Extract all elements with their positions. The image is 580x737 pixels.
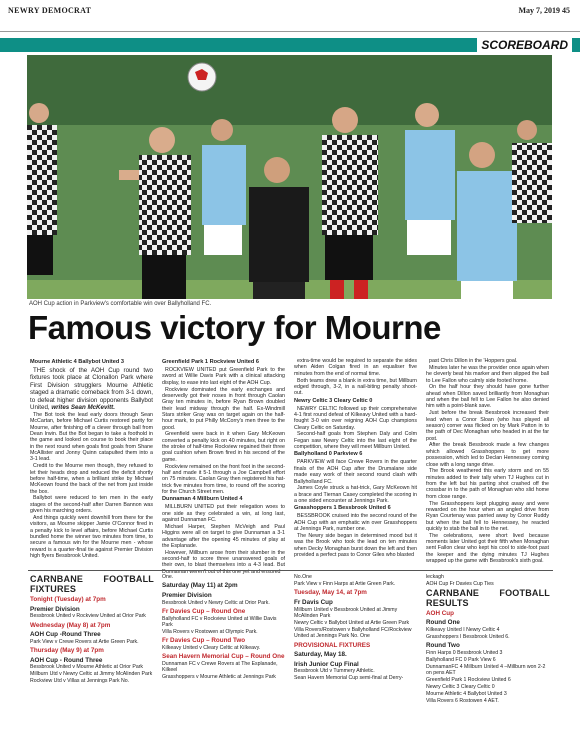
paragraph: Ballybot were reduced to ten men in the early stages of the second-half after Darren Bannon was given his marching orders. xyxy=(30,495,153,515)
fixture-item: Bessbrook Utd v Tummery Athletic. xyxy=(294,668,375,675)
divider xyxy=(28,570,553,571)
football-match-illustration xyxy=(27,55,552,299)
competition-name: Fr Davis Cup xyxy=(294,598,333,606)
paragraph: BESSBROOK cruised into the second round of the AOH Cup with an emphatic win over Grasshoppers at Jennings Park, number one. xyxy=(294,513,417,533)
competition-name: Fr Davies Cup – Round Two xyxy=(162,637,246,645)
photo-caption: AOH Cup action in Parkview's comfortable win over Ballyholland FC. xyxy=(29,301,212,307)
result-item: Villa Rovers 6 Rostowen 4 AET. xyxy=(426,697,499,704)
result-item: Finn Harps 0 Bessbrook United 3 xyxy=(426,649,503,656)
fixture-item: Rockview Utd v Villas at Jennings Park No. xyxy=(30,678,130,685)
fixture-item: leckagh xyxy=(426,574,444,580)
fixture-item: Bessbrook United v Mourne Athletic at Orior Park xyxy=(30,664,144,671)
competition-name: Fr Davies Cup – Round One xyxy=(162,608,246,615)
fixture-item: Newry Celtic v Ballybot United at Artie Green Park xyxy=(294,619,410,626)
match-heading: Ballyholland 0 Parkview 6 xyxy=(294,451,363,458)
article-body xyxy=(30,358,550,575)
paragraph: MILLBURN UNITED put their relegation woes to one side as they celebrated a win, at long last, against Dunnaman FC. xyxy=(162,504,285,524)
fixture-item: Villa Rovers/Rostowen v Ballyholland FC/Rockview United at Jennings Park No. One xyxy=(294,626,412,640)
section-label: SCOREBOARD xyxy=(477,38,572,52)
result-item: Greenfield Park 1 Rockview United 6 xyxy=(426,677,511,684)
paragraph: Rockview remained on the front foot in the second-half and made it 5-1 through a Joe Campbell effort on 75 minutes. Caolan Gray then registered his hat-trick five minutes from time, to round off the scoring for the Church Street men. xyxy=(162,463,285,496)
paragraph: past Chris Dillon in the 'Hoppers goal. xyxy=(429,358,518,364)
byline: writes Sean McKevitt. xyxy=(51,404,115,412)
newspaper-name: NEWRY DEMOCRAT xyxy=(8,6,92,15)
paragraph: Michael Harper, Stephen McVeigh and Paul Higgins were all on target to give Dunnaman a 3-1 advantage after the opening 45 minutes of play at the Esplanade. xyxy=(162,523,285,549)
result-item: DunnamanFC 4 Millburn United 4 –Millburn won 2-2 on pens AET xyxy=(426,663,546,677)
fixtures-column-2 xyxy=(162,574,286,734)
article-column-3 xyxy=(294,358,417,566)
paragraph: On the half hour they should have gone further ahead when Dillon saved brilliantly from Monaghan and when the ball fell to Lee Fallon he also denied him with a point-blank save. xyxy=(426,384,549,410)
lede-text: THE shock of the AOH Cup round two fixtures took place at Clonallon Park where First Division strugglers Mourne Athletic staged a dramatic comeback from 3-1 down, to defeat higher division opponents Ballybot United, xyxy=(30,367,153,412)
fixture-item: Bessbrook United v Newry Celtic at Orior Park. xyxy=(162,599,270,606)
date-page-number: May 7, 2019 45 xyxy=(518,6,570,15)
paragraph: NEWRY CELTIC followed up their comprehensive 4-1 first round defeat of Kilkeavy United with a hard-fought 3-0 win over reigning AOH Cup champions Cleary Celtic on Saturday. xyxy=(294,405,417,431)
result-item: Grasshoppers I Bessbrook United 6. xyxy=(426,633,510,640)
match-heading: Dunnaman 4 Millburn United 4 xyxy=(162,496,243,503)
fixtures-column-1 xyxy=(30,574,154,734)
paragraph: The Grasshoppers kept plugging away and were rewarded on the hour when an angled drive from Ryan Courtenay was parried away by Conor Ruddy but when the ball fell to Hennessey, he reacted quickly to stab the ball in to the net. xyxy=(426,500,549,532)
competition-name: Irish Junior Cup Final xyxy=(294,660,359,668)
paragraph: The Brook weathered this early storm and on 55 minutes added to their tally when TJ Hughes cut in from the left but his parting shot crashed off the crossbar in to the path of Monaghan who slid home from close range. xyxy=(426,468,549,500)
article-column-4 xyxy=(426,358,549,566)
paragraph: ROCKVIEW UNITED put Greenfield Park to the sword at Willie Davis Park with a clinical attacking display, to ease into last eight of the AOH Cup. xyxy=(162,367,285,386)
headline: Famous victory for Mourne xyxy=(28,309,441,346)
fixture-item: AOH Cup Fr Davies Cup Ties xyxy=(426,580,494,587)
competition-name: AOH Cup - Round Three xyxy=(30,656,103,664)
paragraph: Rockview dominated the early exchanges and deservedly got their noses in front through Caolan Gray ten minutes in, before Ryan Brown doubled their lead midway through the half. Ex-Windmill Stars striker Gray was on target again on the half-hour mark, to put Philly McCorry's men three to the good. xyxy=(162,386,285,431)
competition-name: Sean Havern Memorial Cup – Round One xyxy=(162,653,285,661)
paragraph: After the break Bessbrook made a few changes which allowed Grasshoppers to get more possession, which led to Declan Hennessey coming close with a long range drive. xyxy=(426,442,549,468)
provisional-heading: PROVISIONAL FIXTURES xyxy=(294,641,371,649)
result-item: Newry Celtic 3 Cleary Celtic 0 xyxy=(426,683,495,690)
fixture-item: Park View v Crewe Rovers at Artie Green Park. xyxy=(30,638,139,645)
fixture-item: Millburn United v Bessbrook United at Jimmy McAlinden Park xyxy=(294,606,398,619)
match-heading: Newry Celtic 3 Cleary Celtic 0 xyxy=(294,397,373,404)
match-heading: Grasshoppers 1 Bessbrook United 6 xyxy=(294,505,391,512)
fixture-item: Kilkeavy United v Cleary Celtic at Kilkeavy. xyxy=(162,644,261,651)
paragraph: And things quickly went downhill from there for the visitors, as Mourne skipper Jamie O'Connor fired in a penalty kick to level affairs, before Michael Curtis bundled home the winner two minutes from time, to secure a famous win for the Mourne men - whose reward is a quarter-final tie against Premier Division high flyers Bessbrook United. xyxy=(30,514,153,559)
fixture-item: Villa Rovers v Rostowen at Olympic Park. xyxy=(162,628,258,635)
round-name: Round One xyxy=(426,619,460,627)
paragraph: Second-half goals from Stephen Daly and Colm Fegan saw Newry Celtic into the last eight of the competition, where they will meet Millburn United. xyxy=(294,431,417,451)
fixture-item: No.One xyxy=(294,574,312,580)
competition-name: AOH Cup -Round Three xyxy=(30,631,101,639)
paragraph: PARKVIEW will face Crewe Rovers in the quarter finals of the AOH Cup after the Drumalane side made easy work of their second round clash with Ballyholland FC. xyxy=(294,459,417,485)
fixture-date: Saturday (May 11) at 2pm xyxy=(162,582,238,590)
fixture-item: Ballyholland FC v Rockview United at Willie Davis Park xyxy=(162,615,277,628)
paragraph: extra-time would be required to separate the sides when Aiden Colgan fired in an equaliser five minutes from the end of normal time. xyxy=(294,358,417,377)
competition-name: Premier Division xyxy=(162,592,212,599)
fixture-date: Thursday (May 9) at 7pm xyxy=(30,647,104,655)
fixture-item: Millburn Utd v Newry Celtic at Jimmy McAlinden Park xyxy=(30,671,153,678)
paragraph: The celebrations, were short lived because moments later United got their fifth when Monaghan sent Fallon clear who kept his cool to side-foot past the keeper and the dying minutes TJ Hughes wrapped up the game with Bessbrook's sixth goal. xyxy=(426,532,549,565)
fixture-item: Dunnaman FC v Crewe Rovers at The Esplanade, Kilkeel xyxy=(162,660,278,674)
paragraph: Greenfield were back in it when Gary McKeown converted a penalty kick on 40 minutes, but right on the stroke of half-time Rockview regained their three goal cushion when Brown fired in his second of the game. xyxy=(162,431,285,463)
paragraph: Credit to the Mourne men though, they refused to let their heads drop and reduced the deficit shortly before half-time, when a brilliant strike by Michael McKeown found the back of the net from just inside the box. xyxy=(30,463,153,495)
results-title: CARNBANE FOOTBALL RESULTS xyxy=(426,587,550,608)
paragraph: The Bot took the lead early doors through Sean McCartan, before Michael Curtis restored parity for Mourne, after finishing off a clever through ball from Dean Irwin. But the Bot began to take a foothold in the game and looked on course to book their place in the next round when goals first goals from Shane McAllister and Jonny Quinn catapulted them into a 3-1 lead. xyxy=(30,411,153,463)
fixtures-column-3 xyxy=(294,574,418,734)
match-photo xyxy=(27,55,552,299)
fixture-date: Tonight (Tuesday) at 7pm xyxy=(30,596,106,603)
fixture-item: Park View v Finn Harps at Artie Green Park. xyxy=(294,580,396,587)
round-name: Round Two xyxy=(426,642,460,650)
paragraph: Just before the break Bessbrook increased their lead when a Conor Sloan (who has played all season) corner was flicked on by Mark Patton in to the path of Dec Monaghan who headed in at the far post. xyxy=(426,410,549,442)
paragraph: However, Millburn arose from their slumber in the second-half to score three unanswered goals of their own, to blast themselves into a 4-3 lead. But Dunnaman weren't out of this one yet and ensured xyxy=(162,549,285,575)
fixture-item: Sean Havern Memorial Cup semi-final at Derry- xyxy=(294,675,404,682)
fixture-date: Wednesday (May 8) at 7pm xyxy=(30,621,111,629)
competition-name: AOH Cup xyxy=(426,609,454,617)
fixture-item: One. xyxy=(162,574,174,580)
fixtures-title: CARNBANE FOOTBALL FIXTURES xyxy=(30,574,154,594)
page-header xyxy=(0,0,580,32)
paragraph: Both teams drew a blank in extra time, but Millburn edged through, 3-2, in a nail-biting penalty shoot-out. xyxy=(294,377,417,397)
paragraph: James Coyle struck a hat-trick, Gary McKeown hit a brace and Tiernan Casey completed the scoring in a one sided encounter at Jennings Park. xyxy=(294,485,417,505)
match-heading: Mourne Athletic 4 Ballybot United 3 xyxy=(30,359,124,365)
paragraph: Minutes later he was the provider once again when he cleverly beat his marker and then slipped the ball to Lee Fallon who calmly side footed home. xyxy=(426,364,549,384)
fixture-item: Bessbrook United v Rockview United at Orior Park xyxy=(30,613,146,620)
article-column-1 xyxy=(30,358,153,566)
result-item: Mourne Athletic 4 Ballybot United 3 xyxy=(426,690,507,697)
article-column-2 xyxy=(162,358,285,575)
fixture-item: Grasshoppers v Mourne Athletic at Jennings Park xyxy=(162,674,276,681)
match-heading: Greenfield Park 1 Rockview United 6 xyxy=(162,359,259,365)
paragraph: The Newry side began in determined mood but it was the Brook who took the lead on ten minutes when Decky Monaghan burst down the left and then provided a perfect pass to Conor Giles who blasted xyxy=(294,532,417,558)
result-item: Kilkeavy United I Newry Celtic 4 xyxy=(426,627,500,633)
competition-name: Premier Division xyxy=(30,605,80,613)
fixture-date: Tuesday, May 14, at 7pm xyxy=(294,589,367,597)
result-item: Ballyholland FC 0 Park View 6 xyxy=(426,656,496,663)
lede-paragraph xyxy=(30,367,153,411)
results-column xyxy=(426,574,550,734)
fixture-date: Saturday, May 18. xyxy=(294,651,347,659)
